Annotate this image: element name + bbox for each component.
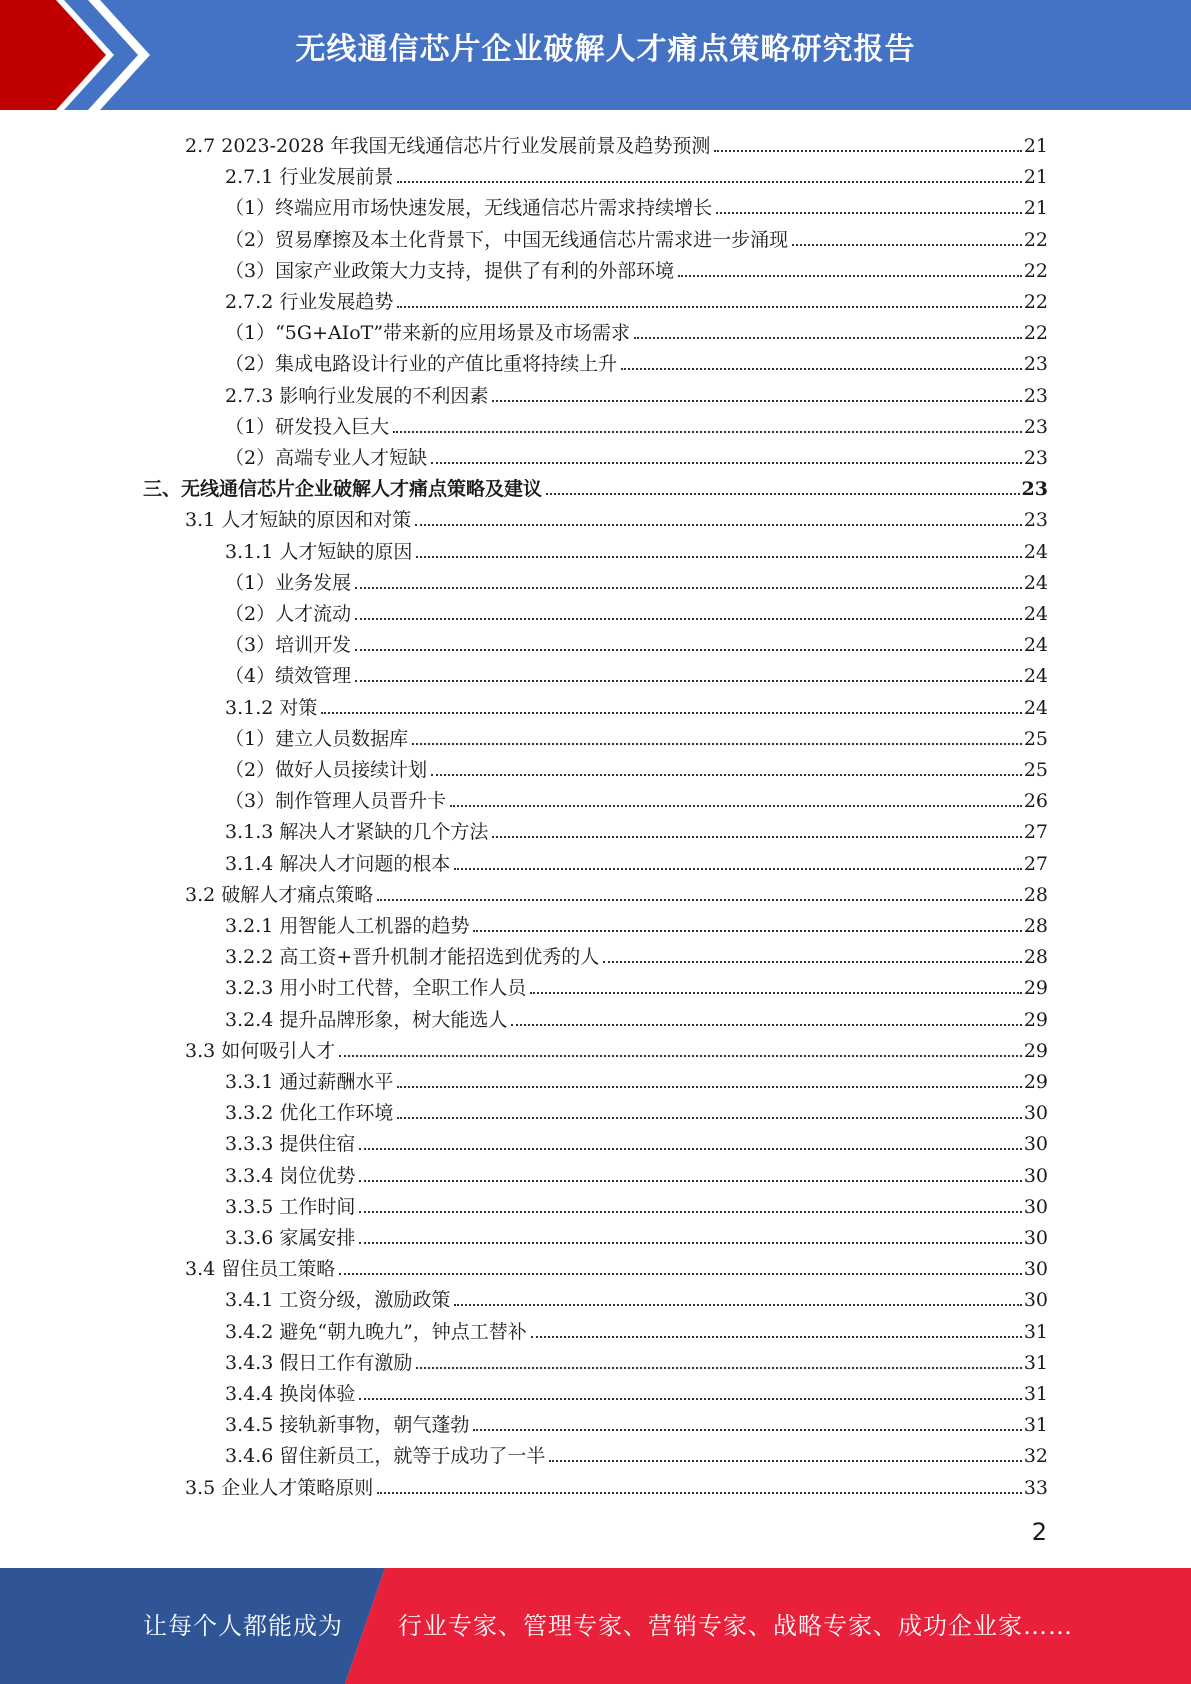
toc-entry-page: 30 [1023, 1289, 1048, 1312]
toc-entry[interactable] [225, 157, 1048, 188]
toc-entry-page: 28 [1023, 883, 1048, 906]
toc-entry[interactable] [225, 438, 1048, 469]
toc-entry-page: 26 [1023, 790, 1048, 813]
page-header [0, 0, 1191, 110]
toc-entry-page: 24 [1023, 665, 1048, 688]
toc-entry[interactable] [225, 906, 1048, 937]
toc-entry-page: 22 [1023, 322, 1048, 345]
toc-entry[interactable] [225, 376, 1048, 407]
toc-entry[interactable] [225, 1343, 1048, 1374]
toc-entry-label: 3.1 人才短缺的原因和对策 [185, 509, 412, 532]
toc-entry-page: 30 [1023, 1164, 1048, 1187]
toc-entry-label: 3.3.6 家属安排 [225, 1227, 356, 1249]
toc-entry[interactable] [225, 688, 1048, 719]
toc-leader-dots [546, 493, 1020, 495]
toc-entry-page: 31 [1023, 1320, 1048, 1343]
toc-entry-page: 27 [1023, 852, 1048, 875]
toc-leader-dots [412, 743, 1022, 745]
toc-leader-dots [431, 462, 1022, 464]
toc-entry-label: 3.1.3 解决人才紧缺的几个方法 [225, 821, 489, 844]
toc-leader-dots [714, 150, 1021, 152]
toc-entry-page: 33 [1023, 1476, 1048, 1499]
toc-leader-dots [397, 1117, 1021, 1119]
toc-entry-label: 3.4.5 接轨新事物，朝气蓬勃 [225, 1414, 470, 1437]
toc-entry-page: 31 [1023, 1414, 1048, 1437]
toc-leader-dots [454, 1304, 1021, 1306]
toc-entry-label: 3.4.2 避免“朝九晚九”，钟点工替补 [225, 1320, 527, 1343]
toc-leader-dots [397, 181, 1021, 183]
report-title: 无线通信芯片企业破解人才痛点策略研究报告 [295, 32, 916, 67]
toc-entry[interactable] [225, 251, 1048, 282]
toc-entry-label: 3.3.3 提供住宿 [225, 1133, 356, 1156]
toc-leader-dots [416, 1367, 1021, 1369]
toc-entry-page: 28 [1023, 946, 1048, 969]
toc-entry-page: 25 [1023, 727, 1048, 750]
toc-entry[interactable] [185, 875, 1048, 906]
toc-entry[interactable] [225, 968, 1048, 999]
toc-entry[interactable] [225, 750, 1048, 781]
toc-entry[interactable] [225, 407, 1048, 438]
toc-leader-dots [393, 431, 1022, 433]
toc-entry[interactable] [185, 126, 1048, 157]
toc-entry[interactable] [143, 469, 1048, 500]
toc-entry[interactable] [225, 282, 1048, 313]
toc-entry-page: 30 [1023, 1195, 1048, 1218]
toc-entry[interactable] [225, 781, 1048, 812]
toc-entry-label: 3.3 如何吸引人才 [185, 1039, 336, 1062]
toc-entry-label: 3.3.5 工作时间 [225, 1195, 356, 1218]
toc-entry[interactable] [225, 937, 1048, 968]
toc-entry-page: 23 [1023, 509, 1048, 532]
toc-entry[interactable] [185, 1468, 1048, 1499]
toc-entry[interactable] [225, 563, 1048, 594]
toc-leader-dots [355, 680, 1022, 682]
toc-entry-label: （3）国家产业政策大力支持，提供了有利的外部环境 [225, 259, 675, 282]
toc-entry[interactable] [225, 1312, 1048, 1343]
toc-leader-dots [397, 306, 1021, 308]
toc-entry-page: 29 [1023, 1039, 1048, 1062]
toc-entry-page: 23 [1023, 415, 1048, 438]
toc-leader-dots [716, 212, 1022, 214]
toc-entry-page: 22 [1023, 228, 1048, 251]
toc-leader-dots [416, 556, 1021, 558]
toc-leader-dots [359, 1211, 1021, 1213]
toc-leader-dots [397, 1086, 1021, 1088]
toc-leader-dots [355, 587, 1022, 589]
toc-entry-page: 21 [1023, 166, 1048, 189]
toc-entry-page: 30 [1023, 1133, 1048, 1156]
toc-entry-page: 24 [1023, 603, 1048, 625]
toc-entry[interactable] [225, 188, 1048, 219]
toc-entry-page: 24 [1023, 540, 1048, 563]
toc-entry[interactable] [225, 1280, 1048, 1311]
toc-entry-page: 29 [1023, 1008, 1048, 1031]
toc-entry[interactable] [185, 1031, 1048, 1062]
toc-entry[interactable] [225, 1218, 1048, 1249]
toc-entry-page: 29 [1023, 977, 1048, 1000]
page-footer [0, 1568, 1191, 1684]
toc-entry-label: 3.4.1 工资分级，激励政策 [225, 1289, 451, 1312]
toc-leader-dots [530, 992, 1021, 994]
toc-entry-page: 25 [1023, 759, 1048, 781]
toc-entry-label: （1）“5G+AIoT”带来新的应用场景及市场需求 [225, 322, 631, 345]
toc-entry-page: 30 [1023, 1227, 1048, 1249]
toc-entry[interactable] [225, 532, 1048, 563]
toc-entry-label: 3.4.4 换岗体验 [225, 1383, 356, 1405]
toc-entry-label: 3.3.1 通过薪酬水平 [225, 1071, 394, 1093]
toc-entry[interactable] [185, 1249, 1048, 1280]
toc-entry-label: （3）培训开发 [225, 634, 352, 657]
toc-leader-dots [355, 618, 1022, 620]
toc-entry-label: 3.3.4 岗位优势 [225, 1164, 356, 1187]
toc-leader-dots [492, 400, 1021, 402]
toc-entry[interactable] [225, 844, 1048, 875]
toc-entry-page: 21 [1023, 197, 1048, 220]
toc-entry-label: （4）绩效管理 [225, 665, 352, 688]
toc-entry-label: 3.1.2 对策 [225, 696, 318, 719]
toc-leader-dots [339, 1055, 1022, 1057]
toc-entry-page: 30 [1023, 1102, 1048, 1125]
toc-entry-page: 28 [1023, 915, 1048, 937]
footer-slogan-left: 让每个人都能成为 [143, 1612, 343, 1640]
toc-entry-page: 23 [1023, 384, 1048, 407]
toc-entry-page: 31 [1023, 1351, 1048, 1374]
toc-entry-page: 31 [1023, 1383, 1048, 1405]
toc-entry-label: 3.5 企业人才策略原则 [185, 1476, 374, 1499]
toc-entry-label: （1）业务发展 [225, 571, 352, 594]
toc-entry[interactable] [225, 1062, 1048, 1093]
toc-entry-label: 3.4.6 留住新员工，就等于成功了一半 [225, 1445, 546, 1468]
toc-entry-label: （1）研发投入巨大 [225, 415, 390, 438]
toc-entry-label: 2.7.1 行业发展前景 [225, 166, 394, 189]
toc-entry-page: 22 [1023, 259, 1048, 282]
toc-leader-dots [473, 1429, 1021, 1431]
toc-entry[interactable] [225, 1436, 1048, 1467]
toc-leader-dots [454, 868, 1021, 870]
toc-entry-label: 3.4.3 假日工作有激励 [225, 1351, 413, 1374]
toc-entry-label: （3）制作管理人员晋升卡 [225, 790, 447, 813]
toc-entry-label: 3.2.2 高工资+晋升机制才能招选到优秀的人 [225, 946, 600, 969]
toc-entry-page: 24 [1023, 696, 1048, 719]
toc-entry[interactable] [225, 313, 1048, 344]
toc-entry[interactable] [225, 1093, 1048, 1124]
toc-leader-dots [450, 805, 1022, 807]
toc-leader-dots [377, 899, 1022, 901]
toc-entry-label: （1）终端应用市场快速发展，无线通信芯片需求持续增长 [225, 197, 713, 220]
toc-entry-page: 29 [1023, 1071, 1048, 1093]
toc-entry-label: 2.7.3 影响行业发展的不利因素 [225, 384, 489, 407]
toc-entry[interactable] [225, 594, 1048, 625]
toc-leader-dots [792, 244, 1022, 246]
toc-entry[interactable] [225, 1405, 1048, 1436]
toc-entry-page: 30 [1023, 1258, 1048, 1281]
toc-entry[interactable] [225, 719, 1048, 750]
toc-leader-dots [678, 275, 1022, 277]
toc-leader-dots [549, 1460, 1021, 1462]
toc-leader-dots [492, 836, 1021, 838]
toc-entry-label: 3.1.1 人才短缺的原因 [225, 540, 413, 563]
toc-entry[interactable] [225, 220, 1048, 251]
toc-leader-dots [359, 1148, 1021, 1150]
toc-entry-label: （2）集成电路设计行业的产值比重将持续上升 [225, 353, 618, 376]
toc-entry[interactable] [225, 812, 1048, 843]
toc-entry-label: 3.4 留住员工策略 [185, 1258, 336, 1281]
toc-entry-label: 三、无线通信芯片企业破解人才痛点策略及建议 [143, 478, 543, 501]
toc-entry[interactable] [225, 656, 1048, 687]
toc-entry[interactable] [225, 1124, 1048, 1155]
toc-leader-dots [431, 774, 1022, 776]
toc-entry[interactable] [225, 1374, 1048, 1405]
toc-entry-page: 23 [1023, 353, 1048, 376]
toc-leader-dots [355, 649, 1022, 651]
toc-entry-page: 27 [1023, 821, 1048, 844]
toc-entry-label: （2）人才流动 [225, 603, 352, 625]
toc-leader-dots [531, 1336, 1022, 1338]
toc-entry[interactable] [225, 1187, 1048, 1218]
page-number: 2 [1031, 1518, 1047, 1546]
toc-leader-dots [359, 1242, 1021, 1244]
toc-entry[interactable] [225, 1000, 1048, 1031]
toc-entry-label: 3.1.4 解决人才问题的根本 [225, 852, 451, 875]
toc-entry-label: 3.2.4 提升品牌形象，树大能选人 [225, 1008, 508, 1031]
toc-leader-dots [359, 1398, 1021, 1400]
toc-entry-label: 3.2.1 用智能人工机器的趋势 [225, 915, 470, 937]
toc-leader-dots [321, 712, 1021, 714]
toc-entry-page: 23 [1021, 478, 1048, 501]
toc-entry-label: 3.2.3 用小时工代替，全职工作人员 [225, 977, 527, 1000]
toc-leader-dots [339, 1273, 1022, 1275]
toc-entry-page: 23 [1023, 447, 1048, 469]
toc-leader-dots [415, 524, 1022, 526]
toc-leader-dots [603, 961, 1022, 963]
toc-entry-page: 21 [1023, 135, 1048, 157]
toc-entry-label: 2.7.2 行业发展趋势 [225, 291, 394, 313]
toc-entry-label: （2）做好人员接续计划 [225, 759, 428, 781]
toc-entry-label: 3.2 破解人才痛点策略 [185, 883, 374, 906]
toc-leader-dots [621, 368, 1022, 370]
toc-entry[interactable] [225, 625, 1048, 656]
toc-entry-page: 32 [1023, 1445, 1048, 1468]
toc-entry-page: 24 [1023, 571, 1048, 594]
toc-entry-page: 24 [1023, 634, 1048, 657]
toc-entry-label: （1）建立人员数据库 [225, 727, 409, 750]
toc-entry-label: （2）高端专业人才短缺 [225, 447, 428, 469]
toc-entry-label: （2）贸易摩擦及本土化背景下，中国无线通信芯片需求进一步涌现 [225, 228, 789, 251]
toc-leader-dots [377, 1492, 1022, 1494]
toc-leader-dots [359, 1180, 1021, 1182]
toc-entry[interactable] [225, 344, 1048, 375]
footer-slogan-right: 行业专家、管理专家、营销专家、战略专家、成功企业家…… [398, 1612, 1073, 1640]
toc-leader-dots [473, 930, 1021, 932]
toc-entry-page: 22 [1023, 291, 1048, 313]
toc-entry-label: 3.3.2 优化工作环境 [225, 1102, 394, 1125]
toc-entry[interactable] [225, 1156, 1048, 1187]
toc-leader-dots [511, 1024, 1021, 1026]
toc-entry-label: 2.7 2023-2028 年我国无线通信芯片行业发展前景及趋势预测 [185, 135, 711, 157]
toc-leader-dots [634, 337, 1022, 339]
toc-entry[interactable] [185, 500, 1048, 531]
